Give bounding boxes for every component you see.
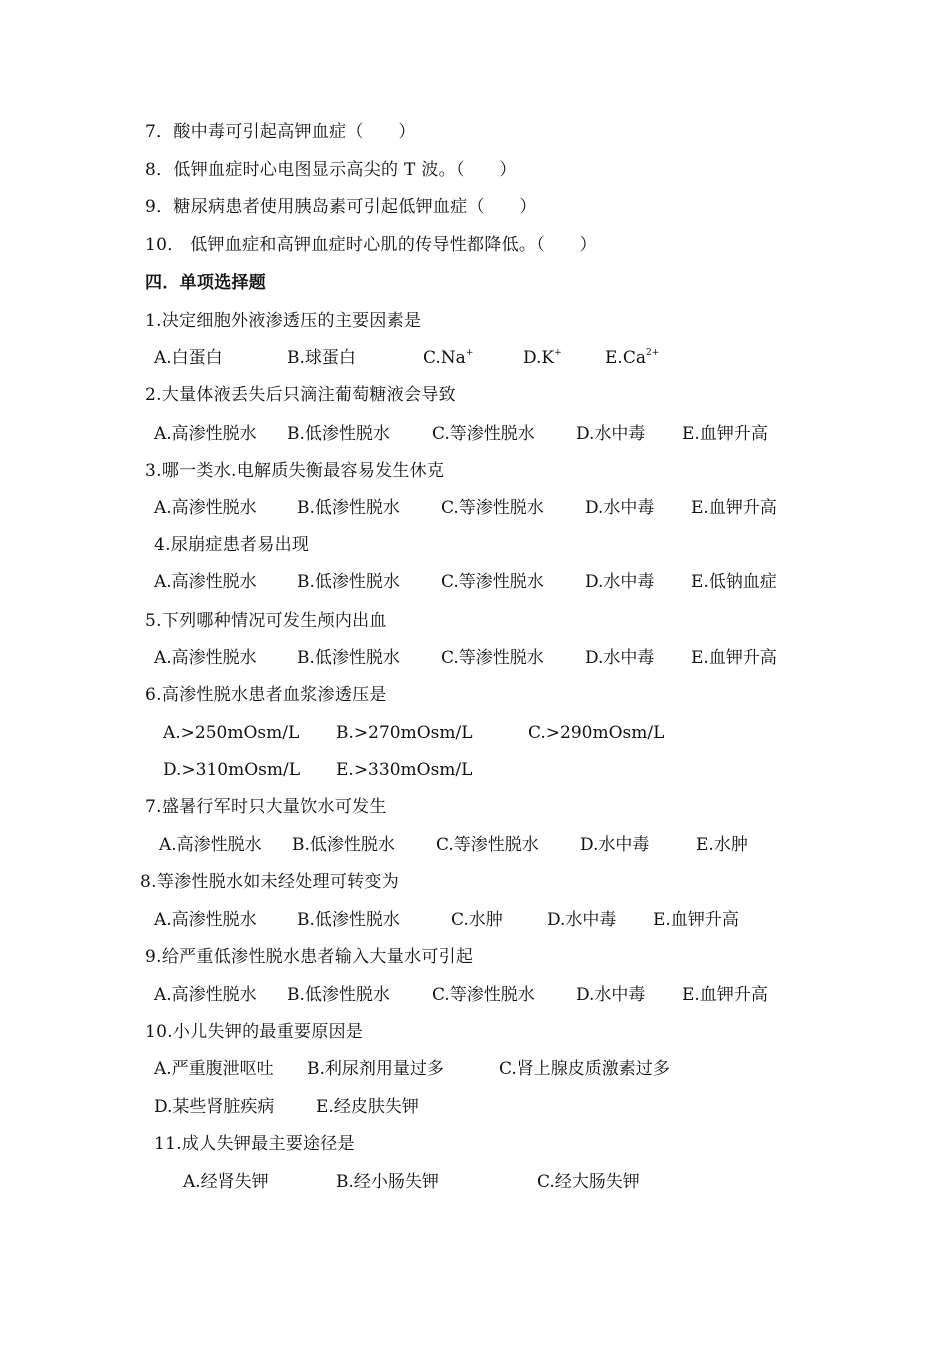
q2-option-e: E.血钾升高 — [682, 424, 768, 444]
q6-option-c: C.>290mOsm/L — [528, 723, 665, 743]
q4-option-c: C.等渗性脱水 — [441, 572, 544, 592]
section-title: 四．单项选择题 — [145, 273, 267, 293]
question-8-stem: 8.等渗性脱水如未经处理可转变为 — [140, 872, 400, 892]
q9-option-a: A.高渗性脱水 — [154, 985, 257, 1005]
q6-option-b: B.>270mOsm/L — [336, 723, 473, 743]
q1-option-e-sup: 2+ — [645, 348, 660, 358]
q2-option-c: C.等渗性脱水 — [432, 424, 535, 444]
q4-option-d: D.水中毒 — [585, 572, 655, 592]
q1-option-e — [605, 347, 659, 369]
q1-option-d — [523, 347, 562, 369]
question-5-stem: 5.下列哪种情况可发生颅内出血 — [145, 611, 387, 631]
q2-option-a: A.高渗性脱水 — [154, 424, 257, 444]
q1-option-c-sup: + — [465, 348, 474, 358]
q5-option-e: E.血钾升高 — [691, 648, 777, 668]
q7-option-a: A.高渗性脱水 — [159, 835, 262, 855]
question-10-stem: 10.小儿失钾的最重要原因是 — [145, 1022, 364, 1042]
q11-option-b: B.经小肠失钾 — [336, 1172, 439, 1192]
q8-option-b: B.低渗性脱水 — [297, 910, 400, 930]
q1-option-b: B.球蛋白 — [287, 348, 356, 368]
q2-option-b: B.低渗性脱水 — [287, 424, 390, 444]
q6-option-a: A.>250mOsm/L — [163, 723, 300, 743]
q9-option-c: C.等渗性脱水 — [432, 985, 535, 1005]
question-9-stem: 9.给严重低渗性脱水患者输入大量水可引起 — [145, 947, 474, 967]
q1-option-e-text: E.Ca — [605, 348, 646, 368]
q6-option-e: E.>330mOsm/L — [336, 760, 473, 780]
q8-option-e: E.血钾升高 — [653, 910, 739, 930]
question-3-stem: 3.哪一类水.电解质失衡最容易发生休克 — [145, 461, 445, 481]
q3-option-b: B.低渗性脱水 — [297, 498, 400, 518]
q7-option-e: E.水肿 — [696, 835, 748, 855]
q1-option-d-sup: + — [554, 348, 562, 358]
question-2-stem: 2.大量体液丢失后只滴注葡萄糖液会导致 — [145, 385, 456, 405]
q10-option-a: A.严重腹泄呕吐 — [154, 1059, 274, 1079]
judgment-item-7: 7．酸中毒可引起高钾血症（ ） — [145, 122, 416, 142]
q5-option-d: D.水中毒 — [585, 648, 655, 668]
q5-option-a: A.高渗性脱水 — [154, 648, 257, 668]
question-6-stem: 6.高渗性脱水患者血浆渗透压是 — [145, 685, 387, 705]
q1-option-c — [423, 347, 473, 369]
q10-option-e: E.经皮肤失钾 — [316, 1097, 419, 1117]
q3-option-d: D.水中毒 — [585, 498, 655, 518]
judgment-item-9: 9．糖尿病患者使用胰岛素可引起低钾血症（ ） — [145, 197, 537, 217]
question-1-stem: 1.决定细胞外液渗透压的主要因素是 — [145, 311, 422, 331]
q4-option-a: A.高渗性脱水 — [154, 572, 257, 592]
q7-option-b: B.低渗性脱水 — [292, 835, 395, 855]
q8-option-a: A.高渗性脱水 — [154, 910, 257, 930]
q11-option-c: C.经大肠失钾 — [537, 1172, 640, 1192]
q3-option-e: E.血钾升高 — [691, 498, 777, 518]
q4-option-b: B.低渗性脱水 — [297, 572, 400, 592]
judgment-item-10: 10． 低钾血症和高钾血症时心肌的传导性都降低。（ ） — [145, 235, 597, 255]
question-11-stem: 11.成人失钾最主要途径是 — [154, 1134, 355, 1154]
q1-option-d-text: D.K — [523, 348, 555, 368]
q7-option-c: C.等渗性脱水 — [436, 835, 539, 855]
q6-option-d: D.>310mOsm/L — [163, 760, 301, 780]
q2-option-d: D.水中毒 — [576, 424, 646, 444]
q5-option-b: B.低渗性脱水 — [297, 648, 400, 668]
q4-option-e: E.低钠血症 — [691, 572, 777, 592]
q11-option-a: A.经肾失钾 — [183, 1172, 269, 1192]
q1-option-a: A.白蛋白 — [154, 348, 223, 368]
q10-option-d: D.某些肾脏疾病 — [154, 1097, 275, 1117]
q8-option-c: C.水肿 — [451, 910, 503, 930]
q9-option-d: D.水中毒 — [576, 985, 646, 1005]
q3-option-c: C.等渗性脱水 — [441, 498, 544, 518]
judgment-item-8: 8．低钾血症时心电图显示高尖的 T 波。（ ） — [145, 160, 517, 180]
q10-option-c: C.肾上腺皮质激素过多 — [499, 1059, 670, 1079]
q7-option-d: D.水中毒 — [580, 835, 650, 855]
q9-option-b: B.低渗性脱水 — [287, 985, 390, 1005]
question-7-stem: 7.盛暑行军时只大量饮水可发生 — [145, 797, 387, 817]
q10-option-b: B.利尿剂用量过多 — [307, 1059, 444, 1079]
q8-option-d: D.水中毒 — [547, 910, 617, 930]
q1-option-c-text: C.Na — [423, 348, 466, 368]
q3-option-a: A.高渗性脱水 — [154, 498, 257, 518]
question-4-stem: 4.尿崩症患者易出现 — [154, 535, 310, 555]
q5-option-c: C.等渗性脱水 — [441, 648, 544, 668]
q9-option-e: E.血钾升高 — [682, 985, 768, 1005]
